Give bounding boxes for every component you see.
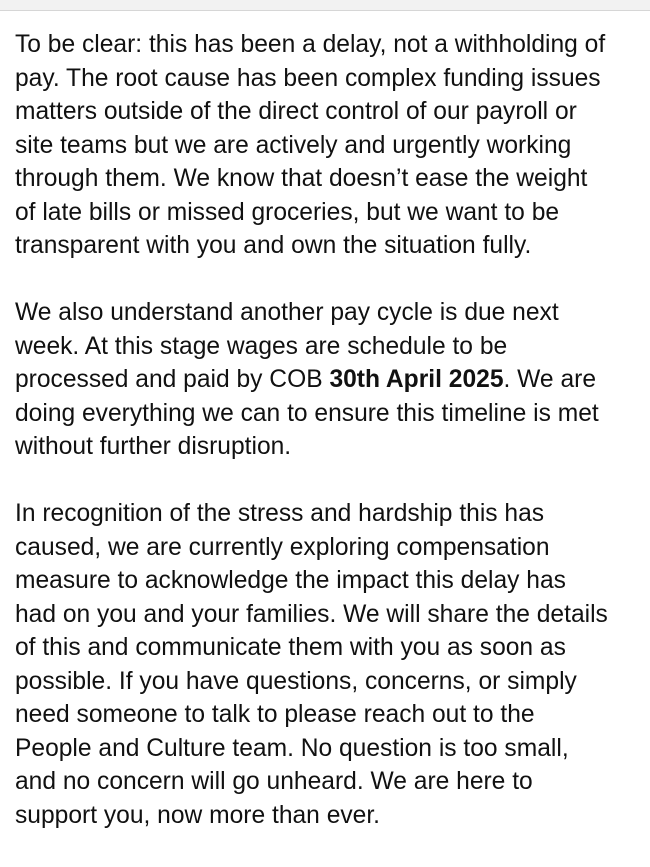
paragraph-pay-cycle (15, 296, 643, 464)
text-fragment: processed and paid by COB (15, 366, 330, 393)
text-fragment: . We are (503, 366, 596, 393)
message-body (15, 28, 643, 832)
paragraph-delay-explanation (15, 28, 643, 263)
text-line: To be clear: this has been a delay, not a withholding of (15, 31, 606, 58)
paragraph-compensation-support (15, 497, 643, 832)
top-bar (0, 0, 650, 11)
text-line: had on you and your families. We will share the details (15, 600, 608, 628)
text-line: need someone to talk to please reach out to the (15, 701, 535, 728)
text-line: We also understand another pay cycle is due next (15, 299, 559, 326)
pay-date-highlight: 30th April 2025 (329, 366, 504, 393)
text-line: transparent with you and own the situation fully. (15, 232, 532, 259)
text-line: site teams but we are actively and urgently working (15, 131, 572, 159)
text-line: without further disruption. (15, 433, 292, 460)
text-line: matters outside of the direct control of our payroll or (15, 98, 577, 125)
text-line: week. At this stage wages are schedule to be (15, 332, 508, 360)
text-line: possible. If you have questions, concerns, or simply (15, 667, 577, 695)
text-line: caused, we are currently exploring compensation (15, 533, 550, 561)
text-line: doing everything we can to ensure this timeline is met (15, 399, 599, 427)
text-line: pay. The root cause has been complex funding issues (15, 64, 601, 92)
text-line: and no concern will go unheard. We are here to (15, 768, 533, 795)
text-line: support you, now more than ever. (15, 801, 381, 829)
text-line: of late bills or missed groceries, but we want to be (15, 198, 560, 226)
text-line: through them. We know that doesn’t ease the weight (15, 165, 588, 192)
text-line: of this and communicate them with you as soon as (15, 634, 566, 661)
text-line: In recognition of the stress and hardship this has (15, 500, 545, 527)
text-line: People and Culture team. No question is too small, (15, 734, 569, 762)
text-line: measure to acknowledge the impact this delay has (15, 567, 566, 594)
text-line (15, 363, 643, 397)
